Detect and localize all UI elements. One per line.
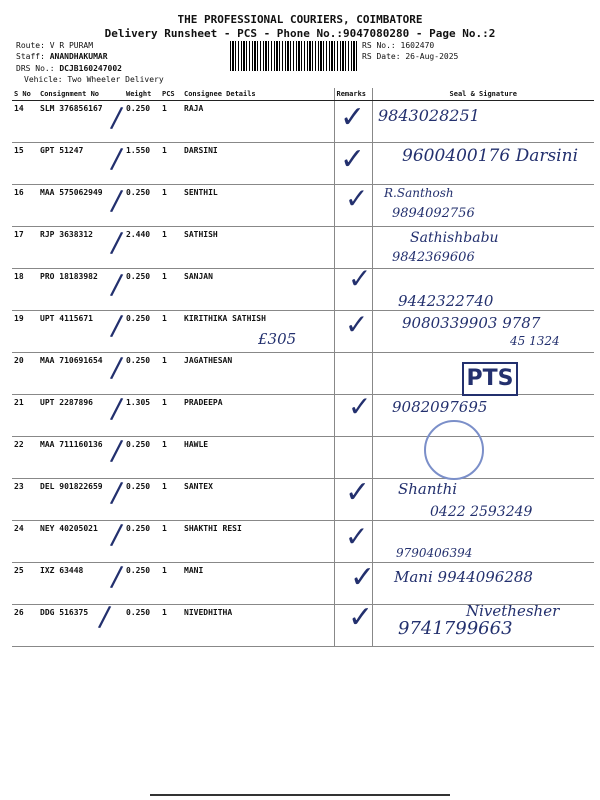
cell-consignment: MAA 711160136 <box>38 437 124 479</box>
round-seal-stamp <box>424 420 484 480</box>
cell-weight: 0.250 <box>124 479 160 521</box>
handwritten-phone: 9842369606 <box>392 250 475 265</box>
handwritten-phone: 9843028251 <box>378 106 480 125</box>
col-sno: S No <box>12 88 38 101</box>
runsheet-title: Delivery Runsheet - PCS - Phone No.:9047080280 - Page No.:2 <box>104 27 496 40</box>
cell-sno: 26 <box>12 605 38 647</box>
check-mark: ✓ <box>345 475 371 510</box>
cell-sno: 18 <box>12 269 38 311</box>
cell-consignee: JAGATHESAN <box>182 353 334 395</box>
col-seal: Seal & Signature <box>372 88 594 101</box>
staff-label: Staff: <box>16 52 50 61</box>
cell-pcs: 1 <box>160 479 182 521</box>
vehicle: Vehicle: Two Wheeler Delivery <box>24 75 164 84</box>
col-consignee: Consignee Details <box>182 88 334 101</box>
staff-name: ANANDHAKUMAR <box>49 52 108 61</box>
check-mark: ✓ <box>345 182 369 215</box>
cell-weight: 0.250 <box>124 521 160 563</box>
check-mark: ✓ <box>345 520 369 553</box>
cell-weight: 1.550 <box>124 143 160 185</box>
cell-consignee: HAWLE <box>182 437 334 479</box>
cell-consignment: MAA 575062949 <box>38 185 124 227</box>
col-consignment: Consignment No <box>38 88 124 101</box>
cell-consignment: DEL 901822659 <box>38 479 124 521</box>
table-row <box>12 521 594 563</box>
staff <box>16 52 108 61</box>
handwritten-phone: Mani 9944096288 <box>394 568 533 586</box>
cell-pcs: 1 <box>160 227 182 269</box>
handwritten-phone: 9082097695 <box>392 398 488 416</box>
cell-weight: 0.250 <box>124 605 160 647</box>
cell-sno: 25 <box>12 563 38 605</box>
cell-pcs: 1 <box>160 101 182 143</box>
handwritten-note: £305 <box>258 330 297 348</box>
tick-mark: / <box>109 433 125 468</box>
company-title: THE PROFESSIONAL COURIERS, COIMBATORE <box>177 13 423 26</box>
drs-value: DCJB160247002 <box>59 64 122 73</box>
table-row <box>12 269 594 311</box>
cell-pcs: 1 <box>160 185 182 227</box>
cell-sno: 21 <box>12 395 38 437</box>
cell-consignment: IXZ 63448 <box>38 563 124 605</box>
cell-sno: 23 <box>12 479 38 521</box>
cell-consignment: RJP 3638312 <box>38 227 124 269</box>
cell-weight: 0.250 <box>124 185 160 227</box>
tick-mark: / <box>109 100 125 135</box>
tick-mark: / <box>109 559 125 594</box>
cell-consignment: UPT 2287896 <box>38 395 124 437</box>
cell-sno: 16 <box>12 185 38 227</box>
table-row <box>12 437 594 479</box>
cell-weight: 0.250 <box>124 353 160 395</box>
handwritten-phone: 9894092756 <box>392 206 475 221</box>
pts-stamp: PTS <box>462 362 518 396</box>
cell-consignment: NEY 40205021 <box>38 521 124 563</box>
cell-sno: 20 <box>12 353 38 395</box>
check-mark: ✓ <box>348 262 372 295</box>
cell-consignment: UPT 4115671 <box>38 311 124 353</box>
handwritten-phone: 45 1324 <box>510 334 560 348</box>
handwritten-phone: 0422 2593249 <box>430 504 533 520</box>
check-mark: ✓ <box>350 560 376 595</box>
cell-consignee: SATHISH <box>182 227 334 269</box>
barcode <box>230 41 358 71</box>
cell-sno: 15 <box>12 143 38 185</box>
cell-sno: 22 <box>12 437 38 479</box>
tick-mark: / <box>109 267 125 302</box>
cell-consignee: SENTHIL <box>182 185 334 227</box>
rs-date: RS Date: 26-Aug-2025 <box>362 52 459 61</box>
col-weight: Weight <box>124 88 160 101</box>
rs-number: RS No.: 1602470 <box>362 41 435 50</box>
tick-mark: / <box>109 183 125 218</box>
cell-weight: 1.305 <box>124 395 160 437</box>
cell-pcs: 1 <box>160 311 182 353</box>
cell-remarks <box>334 437 372 479</box>
col-remarks: Remarks <box>334 88 372 101</box>
cell-pcs: 1 <box>160 521 182 563</box>
tick-mark: / <box>109 308 125 343</box>
cell-sno: 14 <box>12 101 38 143</box>
cell-consignee: RAJA <box>182 101 334 143</box>
cell-consignee: KIRITHIKA SATHISH <box>182 311 334 353</box>
cell-consignment: DDG 516375 <box>38 605 124 647</box>
check-mark: ✓ <box>340 142 366 177</box>
tick-mark: / <box>109 517 125 552</box>
handwritten-phone: 9600400176 Darsini <box>402 146 579 166</box>
cell-weight: 0.250 <box>124 563 160 605</box>
cell-consignment: GPT 51247 <box>38 143 124 185</box>
cell-pcs: 1 <box>160 353 182 395</box>
table-row <box>12 227 594 269</box>
cell-weight: 0.250 <box>124 311 160 353</box>
cell-pcs: 1 <box>160 269 182 311</box>
handwritten-signature: Sathishbabu <box>410 230 499 246</box>
cell-consignee: SANTEX <box>182 479 334 521</box>
table-header <box>12 88 594 101</box>
table-row <box>12 185 594 227</box>
tick-mark: / <box>109 350 125 385</box>
tick-mark: / <box>109 225 125 260</box>
handwritten-phone: 9080339903 9787 <box>402 314 541 332</box>
cell-consignment: PRO 18183982 <box>38 269 124 311</box>
cell-pcs: 1 <box>160 563 182 605</box>
cell-sno: 19 <box>12 311 38 353</box>
table-row <box>12 395 594 437</box>
tick-mark: / <box>109 391 125 426</box>
cell-pcs: 1 <box>160 605 182 647</box>
table-row <box>12 101 594 143</box>
cell-consignee: SANJAN <box>182 269 334 311</box>
handwritten-signature: R.Santhosh <box>384 186 454 200</box>
cell-weight: 2.440 <box>124 227 160 269</box>
cell-consignee: PRADEEPA <box>182 395 334 437</box>
tick-mark: / <box>109 141 125 176</box>
drs-number <box>16 64 122 73</box>
cell-weight: 0.250 <box>124 269 160 311</box>
drs-label: DRS No.: <box>16 64 60 73</box>
cell-pcs: 1 <box>160 395 182 437</box>
route: Route: V R PURAM <box>16 41 94 50</box>
cell-weight: 0.250 <box>124 437 160 479</box>
handwritten-phone: 9741799663 <box>398 618 513 639</box>
handwritten-phone: 9442322740 <box>398 292 494 310</box>
cell-consignee: DARSINI <box>182 143 334 185</box>
cell-sno: 17 <box>12 227 38 269</box>
check-mark: ✓ <box>340 100 366 135</box>
tick-mark: / <box>97 599 113 634</box>
check-mark: ✓ <box>348 600 374 635</box>
footer-line <box>150 794 450 796</box>
cell-remarks <box>334 353 372 395</box>
handwritten-phone: 9790406394 <box>396 546 473 560</box>
cell-consignee: SHAKTHI RESI <box>182 521 334 563</box>
cell-consignment: MAA 710691654 <box>38 353 124 395</box>
cell-consignee: MANI <box>182 563 334 605</box>
cell-consignment: SLM 376856167 <box>38 101 124 143</box>
check-mark: ✓ <box>348 390 372 423</box>
col-pcs: PCS <box>160 88 182 101</box>
cell-consignee: NIVEDHITHA <box>182 605 334 647</box>
cell-weight: 0.250 <box>124 101 160 143</box>
tick-mark: / <box>109 475 125 510</box>
cell-pcs: 1 <box>160 437 182 479</box>
handwritten-signature: Shanthi <box>398 480 458 498</box>
cell-pcs: 1 <box>160 143 182 185</box>
handwritten-signature: Nivethesher <box>466 602 560 620</box>
cell-sno: 24 <box>12 521 38 563</box>
check-mark: ✓ <box>345 308 369 341</box>
